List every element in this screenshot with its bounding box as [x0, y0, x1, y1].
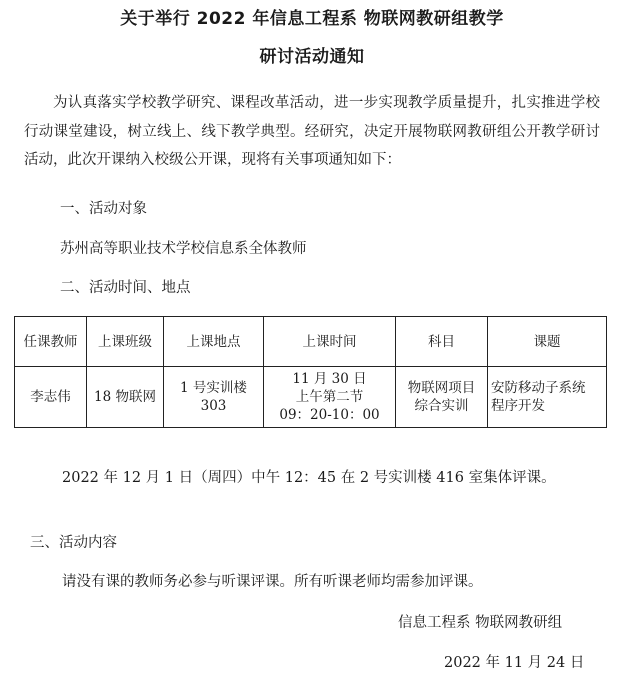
header-location: 上课地点 [164, 317, 264, 367]
time-date: 11 月 30 日 [292, 371, 367, 387]
location-room: 303 [200, 398, 227, 414]
location-building: 1 号实训楼 [180, 380, 247, 396]
header-class: 上课班级 [87, 317, 164, 367]
section3-heading: 三、活动内容 [30, 535, 117, 551]
header-topic: 课题 [488, 317, 607, 367]
header-time: 上课时间 [264, 317, 396, 367]
section1-heading: 一、活动对象 [60, 201, 147, 217]
cell-class: 18 物联网 [87, 367, 164, 428]
cell-location [164, 367, 264, 428]
header-teacher: 任课教师 [15, 317, 87, 367]
cell-time [264, 367, 396, 428]
signature-org: 信息工程系 物联网教研组 [398, 615, 563, 631]
subject-line1: 物联网项目 [407, 380, 476, 396]
cell-topic [488, 367, 607, 428]
cell-subject [396, 367, 488, 428]
time-range: 09：20-10：00 [279, 407, 380, 423]
section1-content: 苏州高等职业技术学校信息系全体教师 [60, 241, 307, 257]
subject-line2: 综合实训 [414, 398, 469, 414]
topic-line2: 程序开发 [491, 398, 545, 414]
notice-title: 关于举行 2022 年信息工程系 物联网教研组教学 [120, 9, 504, 29]
header-subject: 科目 [396, 317, 488, 367]
table-row [15, 367, 607, 428]
signature-date: 2022 年 11 月 24 日 [444, 655, 585, 671]
notice-title-line2: 研讨活动通知 [259, 47, 365, 67]
section3-content: 请没有课的教师务必参与听课评课。所有听课老师均需参加评课。 [62, 574, 483, 590]
section2-heading: 二、活动时间、地点 [60, 280, 191, 296]
topic-line1: 安防移动子系统 [491, 380, 586, 396]
cell-teacher: 李志伟 [15, 367, 87, 428]
schedule-table [14, 316, 607, 428]
time-period: 上午第二节 [295, 389, 364, 405]
table-header-row [15, 317, 607, 367]
review-note: 2022 年 12 月 1 日（周四）中午 12：45 在 2 号实训楼 416 室集体评课。 [62, 470, 556, 486]
intro-paragraph: 为认真落实学校教学研究、课程改革活动，进一步实现教学质量提升，扎实推进学校行动课堂建设，树立线上、线下教学典型。经研究，决定开展物联网教研组公开教学研讨活动，此次开课纳入校级公开课，现将有关事项通知如下： [24, 95, 600, 168]
